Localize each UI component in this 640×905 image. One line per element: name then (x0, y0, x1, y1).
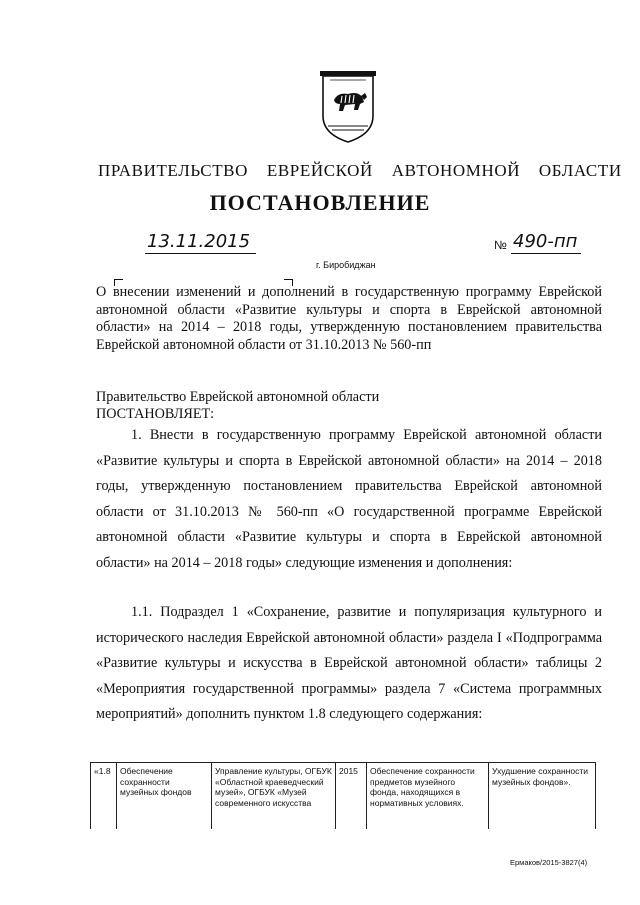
document-subject: О внесении изменений и дополнений в государственную программу Еврейской автономной области «Развитие культуры и спорта в Еврейской автономной области» на 2014 – 2018 годы, утвержденную постановлением правительства Еврейской автономной области от 31.10.2013 № 560-пп (96, 284, 602, 353)
city-name: г. Биробиджан (316, 260, 376, 270)
document-reference: Ермаков/2015-3827(4) (510, 858, 588, 867)
coat-of-arms-icon (318, 66, 378, 146)
table-row (91, 763, 596, 830)
paragraph-1: 1. Внести в государственную программу Еврейской автономной области «Развитие культуры и спорта в Еврейской автономной области» на 2014 – 2018 годы, утвержденную постановлением правительства Еврейской автономной области от 31.10.2013 № 560-пп «О государственной программе Еврейской автономной области «Развитие культуры и спорта в Еврейской автономной области» на 2014 – 2018 годы» следующие изменения и дополнения: (96, 427, 602, 571)
government-name: ПРАВИТЕЛЬСТВО ЕВРЕЙСКОЙ АВТОНОМНОЙ ОБЛАСТИ (98, 161, 622, 180)
document-date: 13.11.2015 (145, 231, 256, 254)
preamble: Правительство Еврейской автономной области (96, 389, 380, 405)
document-number: 490-пп (511, 231, 581, 254)
number-label: № (494, 238, 507, 252)
cell-year: 2015 (336, 763, 367, 830)
measures-table (90, 762, 596, 829)
cell-number: «1.8 (91, 763, 117, 830)
cell-executors: Управление культуры, ОГБУК «Областной краеведческий музей», ОГБУК «Музей современного искусства (212, 763, 336, 830)
document-type-title: ПОСТАНОВЛЕНИЕ (209, 190, 431, 215)
cell-result: Обеспечение сохранности предметов музейного фонда, находящихся в нормативных условиях. (367, 763, 489, 830)
cell-consequence: Ухудшение сохранности музейных фондов». (489, 763, 596, 830)
paragraph-1-1: 1.1. Подраздел 1 «Сохранение, развитие и популяризация культурного и исторического наследия Еврейской автономной области» раздела I «Подпрограмма «Развитие культуры и искусства в Еврейской автономной области» таблицы 2 «Мероприятия государственной программы» раздела 7 «Система программных мероприятий» дополнить пунктом 1.8 следующего содержания: (96, 604, 602, 722)
cell-measure: Обеспечение сохранности музейных фондов (117, 763, 212, 830)
decree-word: ПОСТАНОВЛЯЕТ: (96, 406, 215, 422)
